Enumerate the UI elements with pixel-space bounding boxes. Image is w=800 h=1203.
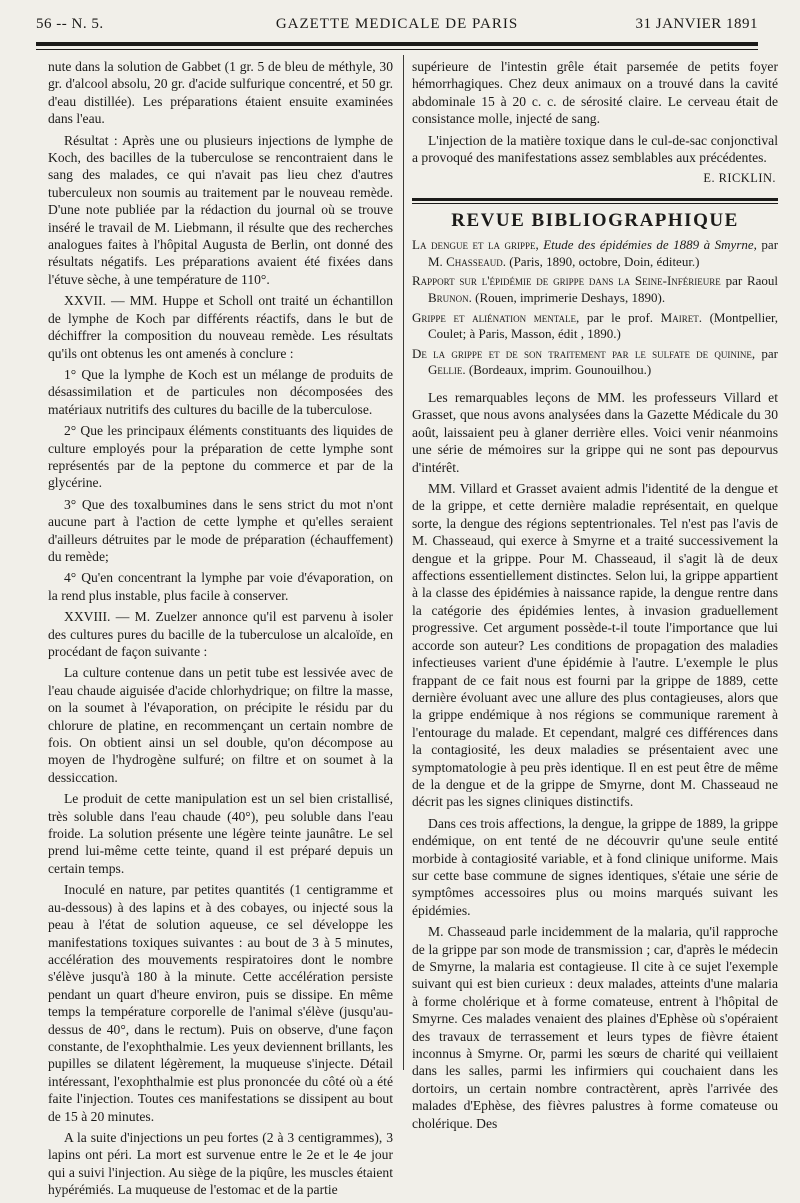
bibliography-entry	[412, 237, 778, 270]
section-rule-thin	[412, 203, 778, 204]
ref-publication: (Bordeaux, imprim. Gounouilhou.)	[468, 362, 652, 378]
ref-heading: La dengue et la grippe,	[412, 237, 539, 253]
header-rule	[36, 42, 758, 46]
page-number: 56 -- N. 5.	[36, 16, 104, 32]
column-divider	[403, 55, 404, 1070]
paragraph: L'injection de la matière toxique dans le cul-de-sac conjonctival a provoqué des manifestations assez semblables aux précédentes.	[412, 132, 778, 166]
ref-by: par Raoul	[725, 273, 779, 289]
journal-title: GAZETTE MEDICALE DE PARIS	[275, 16, 519, 32]
list-item: 1° Que la lymphe de Koch est un mélange de produits de désassimilation et de particules non décomposées des matériaux nutritifs des cultures du bacille de la tuberculose.	[48, 366, 393, 417]
paragraph: A la suite d'injections un peu fortes (2 à 3 centigrammes), 3 lapins ont péri. La mort est survenue entre le 2e et le 4e jour qui a suivi l'injection. Au siège de la piqûre, les muscles étaient hypérémiés. La muqueuse de l'estomac et de la partie	[48, 1129, 393, 1198]
bibliography-entry	[412, 273, 778, 306]
paragraph: Résultat : Après une ou plusieurs injections de lymphe de Koch, des bacilles de la tuberculose se rencontraient dans le sang des malades, ce qui n'avait pas lieu chez d'autres tuberculeux non soumis au traitement par le nouveau remède. D'une note publiée par la rédaction du journal où se trouve inséré le travail de M. Liebmann, il résulte que des recherches analogues faites à l'hôpital Augusta de Berlin, ont donné des résultats négatifs. Les préparations avaient été fixées dans l'étuve sèche, à une température de 110°.	[48, 132, 393, 287]
ref-by: par le prof.	[586, 309, 654, 325]
author-signature: E. RICKLIN.	[703, 171, 776, 186]
paragraph: M. Chasseaud parle incidemment de la malaria, qu'il rapproche de la grippe par son mode de transmission ; car, d'après le médecin de Smyrne, la malaria est contagieuse. Il cite à ce sujet l'exemple suivant qui est bien curieux : deux malades, atteints d'une malaria à forme cholérique et à forme comateuse, entrent à l'hôpital de Smyrne. Ces malades venaient des plaines d'Ephèse où s'opéraient des travaux de terrassement et leurs types de fièvre étaient inconnus à Smyrne. Or, parmi les sœurs de charité qui veillaient dans les salles, parmi les infirmiers qui couchaient dans les dortoirs, un certain nombre contractèrent, après l'arrivée des malades d'Ephèse, des fièvres palustres à forme comateuse ou cholérique. Des	[412, 924, 778, 1131]
list-item: 3° Que des toxalbumines dans le sens strict du mot n'ont aucune part à l'action de cette lymphe et qu'elles seraient d'ailleurs détruites par le mode de préparation (échauffement) du remède;	[48, 496, 393, 564]
list-item: 4° Qu'en concentrant la lymphe par voie d'évaporation, on la rend plus instable, plus facile à conserver.	[48, 570, 393, 603]
ref-author: Mairet.	[660, 309, 702, 325]
list-item: 2° Que les principaux éléments constituants des liquides de culture employés pour la préparation de cette lymphe sont représentés par de la peptone du commerce et par de la glycérine.	[48, 423, 393, 491]
section-rule	[412, 198, 778, 201]
ref-heading: Rapport sur l'épidémie de grippe dans la Seine-Inférieure	[412, 273, 721, 289]
paragraph: MM. Villard et Grasset avaient admis l'identité de la dengue et de la grippe, et cette dernière maladie représentait, en quelque sorte, la dengue des régions septentrionales. Tel n'est pas l'avis de M. Chasseaud, qui exerce à Smyrne et a traité successivement la dengue et la grippe. Pour M. Chasseaud, il s'agit là de deux affections essentiellement distinctes. Selon lui, la grippe appartient à la classe des épidémies à naissance rapide, la dengue rentre dans la catégorie des épidémies lentes, à invasion graduellement progressive. Cet argument possède-t-il toute l'importance que lui accorde son auteur? Les conditions de propagation des maladies infectieuses varient d'une épidémie à l'autre. L'exemple le plus frappant de ce fait nous est fourni par la grippe de 1889, cette dernière évoluant avec une allure des plus contagieuses, alors que la grippe endémique à nos régions se communique rarement à l'entourage du malade. Et cependant, malgré ces différences dans la contagiosité, les deux maladies se présentaient avec une symptomatologie à peu près identique. Il en est peut être de même de la dengue et de la grippe de Smyrne, dont M. Chasseaud ne décrit pas les signes cliniques distinctifs.	[412, 481, 778, 810]
issue-date: 31 JANVIER 1891	[635, 16, 758, 32]
ref-publication: (Paris, 1890, octobre, Doin, éditeur.)	[509, 253, 700, 269]
paragraph: XXVII. — MM. Huppe et Scholl ont traité un échantillon de lymphe de Koch par différents réactifs, dans le but de déchiffrer la composition du nouveau remède. Les résultats qu'ils ont obtenus les ont amenés à conclure :	[48, 293, 393, 361]
paragraph: nute dans la solution de Gabbet (1 gr. 5 de bleu de méthyle, 30 gr. d'alcool absolu, 20 gr. d'acide sulfurique concentré, et 50 gr. d'eau distillée). Les préparations étaient ensuite examinées dans l'eau.	[48, 59, 393, 127]
paragraph: La culture contenue dans un petit tube est lessivée avec de l'eau chaude aiguisée d'acide chlorhydrique; on filtre la masse, on la soumet à l'évaporation, on précipite le résidu par du chlorure de platine, en recommençant un certain nombre de fois. On obtient ainsi un sel double, qu'on décompose au moyen de l'hydrogène sulfuré; on filtre et on soumet à la dessiccation.	[48, 665, 393, 785]
paragraph: Le produit de cette manipulation est un sel bien cristallisé, très soluble dans l'eau chaude (40°), peu soluble dans l'eau froide. La solution présente une légère teinte jaunâtre. Le sel prend lui-même cette teinte, quand il est préparé depuis un certain temps.	[48, 791, 393, 876]
bibliography-entry	[412, 310, 778, 343]
ref-title: Etude des épidémies de 1889 à Smyrne,	[543, 237, 757, 253]
ref-heading: De la grippe et de son traitement par le sulfate de quinine,	[412, 345, 756, 361]
ref-publication: (Rouen, imprimerie Deshays, 1890).	[475, 290, 666, 306]
ref-publication: (Montpellier, Coulet; à Paris, Masson, édit , 1890.)	[428, 309, 779, 342]
ref-author: Brunon.	[428, 290, 472, 306]
header-rule-thin	[36, 49, 758, 50]
right-column	[412, 58, 778, 1136]
paragraph: XXVIII. — M. Zuelzer annonce qu'il est parvenu à isoler des cultures pures du bacille de la tuberculose un alcaloïde, en procédant de façon suivante :	[48, 609, 393, 659]
paragraph: Dans ces trois affections, la dengue, la grippe de 1889, la grippe endémique, on ent tenté de ne découvrir qu'une seule entité morbide à contagiosité variable, et à fond clinique uniforme. Mais sur cette base commune de signes identiques, s'étaie une série de symptômes accessoires plus ou moins marqués suivant les épidémies.	[412, 815, 778, 918]
ref-author: Chasseaud.	[446, 253, 506, 269]
ref-by: par	[761, 345, 778, 361]
paragraph: Les remarquables leçons de MM. les professeurs Villard et Grasset, que nous avons analysées dans la Gazette Médicale du 30 août, laissaient peu à glaner derrière elles. Voici venir néanmoins une série de mémoires sur la grippe qui ne sont pas depourvus d'intérêt.	[412, 390, 778, 475]
ref-author: Gellie.	[428, 362, 466, 378]
ref-by: par M.	[428, 237, 779, 269]
paragraph: Inoculé en nature, par petites quantités (1 centigramme et au-dessous) à des lapins et à des cobayes, ou injecté sous la peau à l'état de solution aqueuse, ce sel développe les manifestations toxiques suivantes : au bout de 3 à 5 minutes, accélération des mouvements respiratoires dont le nombre s'élève jusqu'à 180 à la minute. Cette accélération persiste pendant un quart d'heure environ, puis se dissipe. En même temps la température corporelle de l'animal s'élève (jusqu'au-dessus de 40°, dans le rectum). Puis on observe, d'une façon constante, de l'exophthalmie. Les yeux deviennent brillants, les pupilles se dilatent légèrement, la muqueuse s'injecte. Détail intéressant, l'exophthalmie est plus prononcée du côté où a été faite l'injection. Toutes ces manifestations se dissipent au bout de 15 à 20 minutes.	[48, 882, 393, 1124]
left-column	[48, 58, 393, 1203]
page-header	[36, 16, 758, 40]
bibliography-entry	[412, 346, 778, 379]
section-title: REVUE BIBLIOGRAPHIQUE	[451, 209, 739, 231]
paragraph: supérieure de l'intestin grêle était parsemée de petits foyer hémorrhagiques. Chez deux animaux on a trouvé dans la cavité abdominale 15 à 20 c. c. de sérosité claire. Le cerveau était de consistance molle, injecté de sang.	[412, 59, 778, 127]
ref-heading: Grippe et aliénation mentale,	[412, 309, 580, 325]
